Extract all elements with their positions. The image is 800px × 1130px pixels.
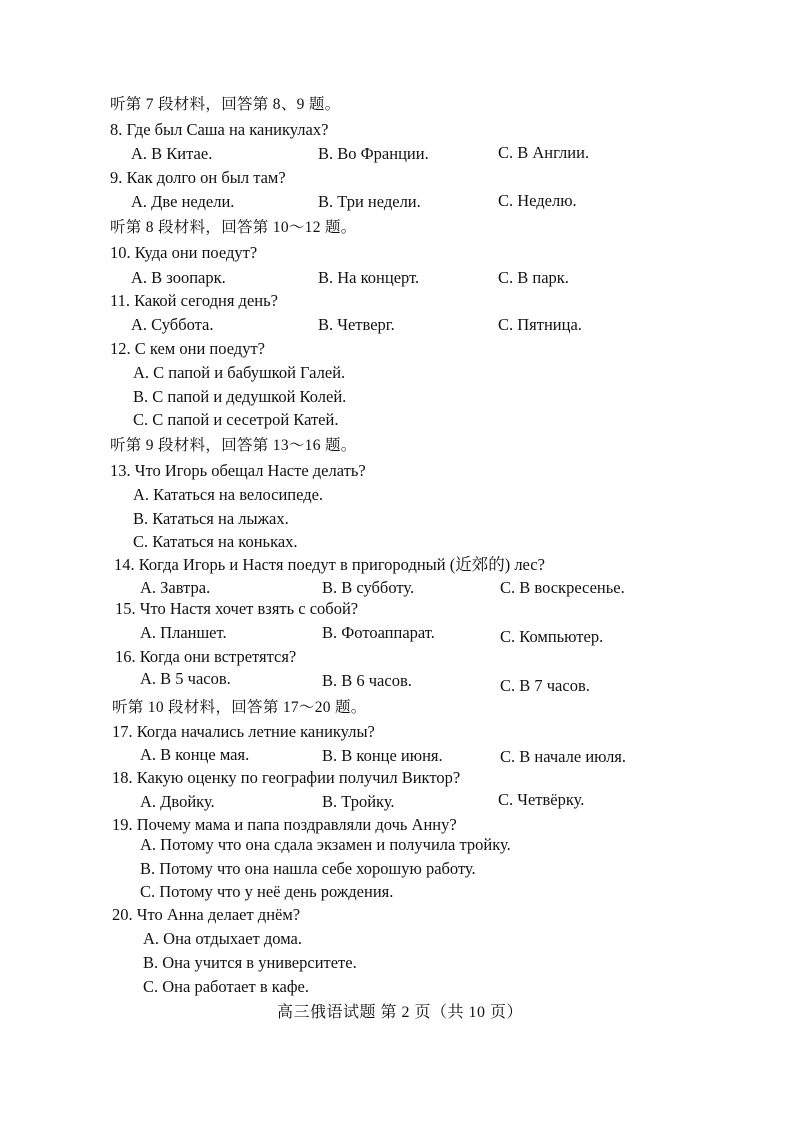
section-header-8: 听第 8 段材料，回答第 10～12 题。 [110, 219, 357, 236]
question-15-option-c: C. Компьютер. [500, 627, 604, 646]
question-8-option-c: C. В Англии. [498, 143, 590, 162]
question-20: 20. Что Анна делает днём? [112, 905, 301, 924]
question-12-option-c: C. С папой и сесетрой Катей. [133, 410, 339, 429]
question-10-option-b: B. На концерт. [318, 268, 420, 287]
question-8: 8. Где был Саша на каникулах? [110, 120, 329, 139]
question-13-option-c: C. Кататься на коньках. [133, 532, 298, 551]
question-11-option-c: C. Пятница. [498, 315, 582, 334]
question-19-option-a: A. Потому что она сдала экзамен и получила тройку. [140, 835, 511, 854]
question-12-option-b: B. С папой и дедушкой Колей. [133, 387, 347, 406]
question-9-option-b: B. Три недели. [318, 192, 421, 211]
question-19-option-c: C. Потому что у неё день рождения. [140, 882, 394, 901]
question-10: 10. Куда они поедут? [110, 243, 258, 262]
question-20-option-c: C. Она работает в кафе. [143, 977, 309, 996]
question-19-option-b: B. Потому что она нашла себе хорошую работу. [140, 859, 476, 878]
question-17-option-a: A. В конце мая. [140, 745, 250, 764]
question-20-option-b: B. Она учится в университете. [143, 953, 357, 972]
question-13: 13. Что Игорь обещал Насте делать? [110, 461, 366, 480]
page-footer: 高三俄语试题 第 2 页（共 10 页） [276, 1004, 523, 1021]
question-14: 14. Когда Игорь и Настя поедут в пригородный (近郊的) лес? [114, 555, 545, 574]
section-header-9: 听第 9 段材料，回答第 13～16 题。 [110, 437, 357, 454]
question-12: 12. С кем они поедут? [110, 339, 265, 358]
question-16-option-c: C. В 7 часов. [500, 676, 590, 695]
question-18-option-b: B. Тройку. [322, 792, 395, 811]
question-18-option-a: A. Двойку. [140, 792, 215, 811]
question-13-option-a: A. Кататься на велосипеде. [133, 485, 324, 504]
question-9-option-a: A. Две недели. [131, 192, 235, 211]
question-18-option-c: C. Четвёрку. [498, 790, 585, 809]
question-14-option-b: B. В субботу. [322, 578, 415, 597]
question-11-option-a: A. Суббота. [131, 315, 214, 334]
question-10-option-a: A. В зоопарк. [131, 268, 226, 287]
section-header-10: 听第 10 段材料，回答第 17～20 题。 [112, 699, 367, 716]
question-15-option-b: B. Фотоаппарат. [322, 623, 435, 642]
question-10-option-c: C. В парк. [498, 268, 569, 287]
question-12-option-a: A. С папой и бабушкой Галей. [133, 363, 346, 382]
question-14-option-c: C. В воскресенье. [500, 578, 625, 597]
question-16: 16. Когда они встретятся? [115, 647, 297, 666]
question-17-option-b: B. В конце июня. [322, 746, 443, 765]
question-13-option-b: B. Кататься на лыжах. [133, 509, 289, 528]
question-9: 9. Как долго он был там? [110, 168, 286, 187]
question-20-option-a: A. Она отдыхает дома. [143, 929, 302, 948]
question-15: 15. Что Настя хочет взять с собой? [115, 599, 359, 618]
question-9-option-c: C. Неделю. [498, 191, 577, 210]
question-8-option-b: B. Во Франции. [318, 144, 429, 163]
question-8-option-a: A. В Китае. [131, 144, 213, 163]
question-11: 11. Какой сегодня день? [110, 291, 278, 310]
question-19: 19. Почему мама и папа поздравляли дочь Анну? [112, 815, 457, 834]
question-17: 17. Когда начались летние каникулы? [112, 722, 375, 741]
question-16-option-b: B. В 6 часов. [322, 671, 412, 690]
section-header-7: 听第 7 段材料，回答第 8、9 题。 [110, 96, 341, 113]
question-14-option-a: A. Завтра. [140, 578, 211, 597]
question-16-option-a: A. В 5 часов. [140, 669, 231, 688]
question-17-option-c: C. В начале июля. [500, 747, 627, 766]
question-15-option-a: A. Планшет. [140, 623, 227, 642]
question-11-option-b: B. Четверг. [318, 315, 395, 334]
question-18: 18. Какую оценку по географии получил Виктор? [112, 768, 461, 787]
